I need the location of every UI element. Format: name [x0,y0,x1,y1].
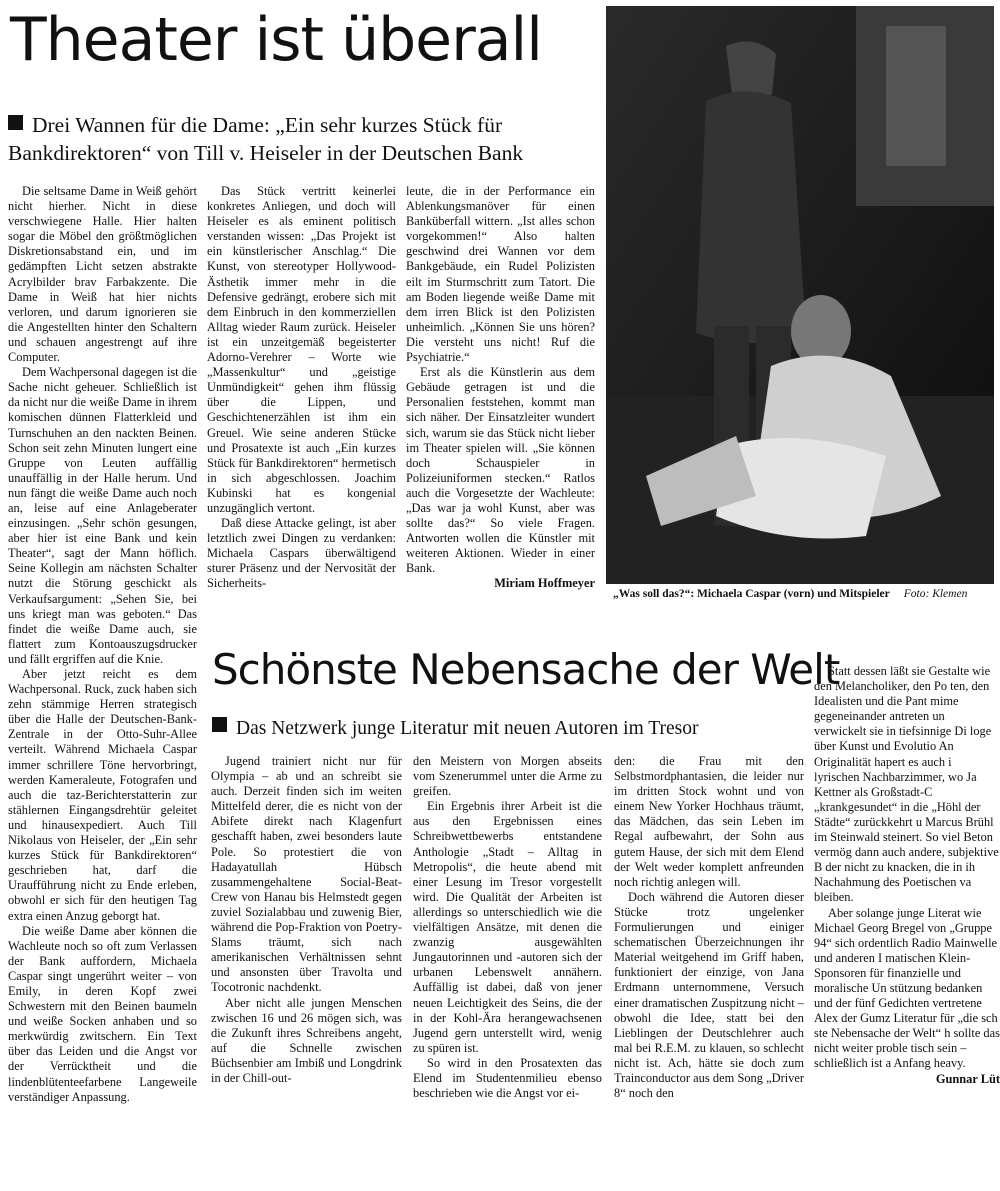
paragraph: Ein Ergebnis ihrer Arbeit ist die aus den Ergebnissen eines Schreibwettbewerbs entstandene Anthologie „Stadt – Alltag in Metropolis“, die heute abend mit einer Lesung im Tresor vorgestellt wird. Die Qualität der Arbeiten ist allerdings so unterschiedlich wie die vielfältigen Ansätze, mit denen die zwanzig ausgewählten Jungautorinnen und -autoren sich der urbanen Lebenswelt annähern. Auffällig ist dabei, daß von jener neuen Leichtigkeit des Seins, die der in der Kohl-Ära herangewachsenen Jugend gern unterstellt wird, wenig zu spüren ist. [413,799,602,1055]
paragraph: Die seltsame Dame in Weiß gehört nicht hierher. Nicht in diese verschwiegene Halle. Hier halten sogar die Möbel den größtmöglichen Diskretionsabstand ein, und im gedämpften Licht setzen abstrakte Acrylbilder brav Farbakzente. Die Dame in Weiß hat hier nichts verloren, und darum ignorieren sie die Angestellten hinter den Schaltern und schauen angestrengt auf ihre Computer. [8,184,197,365]
article2-column-3 [614,754,804,1180]
photo-illustration [606,6,994,584]
paragraph: So wird in den Prosatexten das Elend im Studentenmilieu ebenso beschrieben wie die Angst vor ei- [413,1055,602,1101]
paragraph: Erst als die Künstlerin aus dem Gebäude getragen ist und die Personalien feststehen, kommt man sich näher. Der Einsatzleiter wundert sich, warum sie das Stück nicht lieber im Theater spielen will. „Sie können doch Schauspieler in Polizeiuniformen stecken.“ Ratlos auch die Vorgesetzte der Wachleute: „Das war ja wohl Kunst, aber was sollte das?“ So viele Fragen. Antworten wollen die Künstler mit weiteren Aktionen. Wieder in einer Bank. [406,365,595,576]
caption-text: „Was soll das?“: Michaela Caspar (vorn) und Mitspieler [613,588,890,600]
article2-column-1 [211,754,402,1180]
photo-credit: Foto: Klemen [903,588,968,600]
paragraph: Aber solange junge Literat wie Michael Georg Bregel von „Gruppe 94“ sich ordentlich Radio Mainwelle und anderen I matischen Klein-Sponsoren für finanzielle und moralische Un stützung bedanken und der fünf Gedichten vertretene Alex der Gumz Literatur für „die sch ste Nebensache der Welt“ h sollte das nicht weiter proble tisch sein – schließlich ist a Anfang heavy. [814,905,1000,1071]
author-byline: Gunnar Lüt [935,1071,1000,1086]
article2-headline: Schönste Nebensache der Welt [212,645,840,694]
article2-subheadline-block [212,716,802,741]
article1-column-3 [406,184,595,609]
paragraph: Aber jetzt reicht es dem Wachpersonal. Ruck, zuck haben sich zehn stämmige Herren strategisch über die Halle der Deutschen-Bank-Zentrale in der Otto-Suhr-Allee verteilt. Während Michaela Caspar immer schrillere Töne hervorbringt, werden Kameraleute, Fotografen und auch die taz-Berichterstatterin zur stählernen Eingangsdrehtür geleitet und hinausexpediert. Auch Till Nikolaus von Heiseler, der „Ein sehr kurzes Stück für Bankdirektoren“ geschrieben hat, darf die Uraufführung nicht zu Ende erleben, obwohl er sich für den heutigen Tag extra einen Anzug geborgt hat. [8,667,197,923]
paragraph: den: die Frau mit den Selbstmordphantasien, die leider nur im dritten Stock wohnt und von einem New Yorker Hochhaus träumt, das Mädchen, das sein Leben im Regal aufbewahrt, der Sohn aus gutem Hause, der sich mit dem Elend der Welt weder komplett anfreunden noch richtig anlegen will. [614,754,804,889]
paragraph: den Meistern von Morgen abseits vom Szenerummel unter die Arme zu greifen. [413,754,602,799]
paragraph: Dem Wachpersonal dagegen ist die Sache nicht geheuer. Schließlich ist da nicht nur die weiße Dame in ihrem komischen dünnen Flatterkleid und Turnschuhen an den nackten Beinen. Schon seit zehn Minuten lungert eine Gruppe von Leuten auffällig unauffällig in der Halle herum. Und nun fängt die weiße Dame auch noch an, leise auf eine Anlageberater einzusingen. „Sehr schön gesungen, aber hier ist eine Bank und kein Theater“, sagt der Mann höflich. Seine Kollegin am nächsten Schalter nutzt die Störung geschickt als Verkaufsargument: „Sehen Sie, bei uns kriegt man was geboten.“ Das findet die weiße Dame auch, sie flattert zum Kontoauszugsdrucker und fällt ergriffen auf die Knie. [8,365,197,666]
article1-column-2 [207,184,396,609]
author-byline: Miriam Hoffmeyer [494,576,595,591]
square-bullet-icon [212,717,227,732]
paragraph: Daß diese Attacke gelingt, ist aber letztlich zwei Dingen zu verdanken: Michaela Caspars überwältigend sturer Präsenz und der Nervosität der Sicherheits- [207,516,396,591]
article2-column-2 [413,754,602,1180]
article2-column-4 [814,664,1000,1184]
article1-headline: Theater ist überall [10,5,542,75]
paragraph: Das Stück vertritt keinerlei konkretes Anliegen, und doch will Heiseler es als eminent politisch verstanden wissen: „Das Projekt ist ein künstlerischer Anschlag.“ Die Kunst, von stereotyper Hollywood-Ästhetik immer mehr in die Defensive gedrängt, erobere sich mit dem Einbruch in den kommerziellen Alltag wieder Raum zurück. Heiseler ist ein unzeitgemäß begeisterter Adorno-Verehrer – Worte wie „Massenkultur“ und „geistige Unmündigkeit“ gehen ihm flüssig über die Lippen, und Geschichtenerzählen ist ihm ein Greuel. Wie seine anderen Stücke und Prosatexte ist auch „Ein kurzes Stück für Bankdirektoren“ hermetisch in sich abgeschlossen. Joachim Kubinski hat es kongenial unzugänglich vertont. [207,184,396,515]
article1-subheadline-block [8,112,583,168]
article1-photo [606,6,994,584]
square-bullet-icon [8,115,23,130]
article1-column-1 [8,184,197,1184]
paragraph: Die weiße Dame aber können die Wachleute noch so oft zum Verlassen der Bank auffordern, Michaela Caspar singt ungerührt weiter – von Emily, in deren Kopf zwei Schwestern mit den Beinen baumeln und weiße Socken anhaben und so merkwürdig zwitschern. Ein Text über das Leiden und die Angst vor der Verrücktheit und die lindenblütenteefarbene Langeweile verständiger Anpassung. [8,923,197,1104]
article1-subheadline: Drei Wannen für die Dame: „Ein sehr kurzes Stück für Bankdirektoren“ von Till v. Heiseler in der Deutschen Bank [8,113,524,165]
paragraph: Aber nicht alle jungen Menschen zwischen 16 und 26 mögen sich, was die Zukunft ihres Schreibens angeht, auf die Schnelle zwischen Büchsenbier am Imbiß und Longdrink in der Chill-out- [211,995,402,1085]
paragraph: leute, die in der Performance ein Ablenkungsmanöver für einen Banküberfall wittern. „Ist alles schon vorgekommen!“ Also halten geschwind drei Wannen vor dem Bankgebäude, ein Rudel Polizisten eilt im Sturmschritt zum Tatort. Die am Boden liegende weiße Dame mit dem irren Blick ist den Polizisten unheimlich. „Können Sie uns hören? Die versteht uns nicht! Ruf die Psychiatrie.“ [406,184,595,365]
paragraph: Jugend trainiert nicht nur für Olympia – ab und an schreibt sie auch. Derzeit finden sich im weiten Mittelfeld derer, die es nicht von der Abifete direkt nach Klagenfurt geschafft haben, zwei besonders laute Pole. So protestiert die von Hadayatullah Hübsch zusammengehaltene Social-Beat-Crew von Hanau bis Helmstedt gegen zuviel Sozialabbau und zuwenig Bier, während die Pop-Fraktion von Poetry-Slams träumt, sich nach amerikanischen Verhältnissen sehnt und ansonsten über Travolta und Tocotronic nachdenkt. [211,754,402,995]
article2-subheadline: Das Netzwerk junge Literatur mit neuen Autoren im Tresor [236,718,699,739]
paragraph: Statt dessen läßt sie Gestalte wie den Melancholiker, den Po ten, den Idealisten und die Pant mime gegeneinander antreten un verwickelt sie in tiefsinnige Di loge über Kunst und Evolutio An Originalität hapert es auch i lyrischen Nachbarzimmer, wo Ja Kettner als Großstadt-C „krankgesundet“ in die „Höhl der Städte“ zurückkehrt u Marcus Brühl im Steinwald steinert. So viel Beton vermög dann auch andere, subjektive B der nicht zu knacken, die in ih Nachahmung des Poetischen va bleiben. [814,664,999,905]
paragraph: Doch während die Autoren dieser Stücke trotz ungelenker Formulierungen und einiger schematischen Überzeichnungen ihr Material weitgehend im Griff haben, funktioniert der einzige, von Jana Erdmann unternommene, Versuch einer dramatischen Zuspitzung nicht – obwohl die Idee, statt bei den Lieblingen der Deutschlehrer auch mal bei R.E.M. zu klauen, so schlecht nicht ist. Ach, hätte sie doch zum Trainconductor aus dem Song „Driver 8“ noch den [614,889,804,1101]
article1-photo-caption [613,588,967,600]
